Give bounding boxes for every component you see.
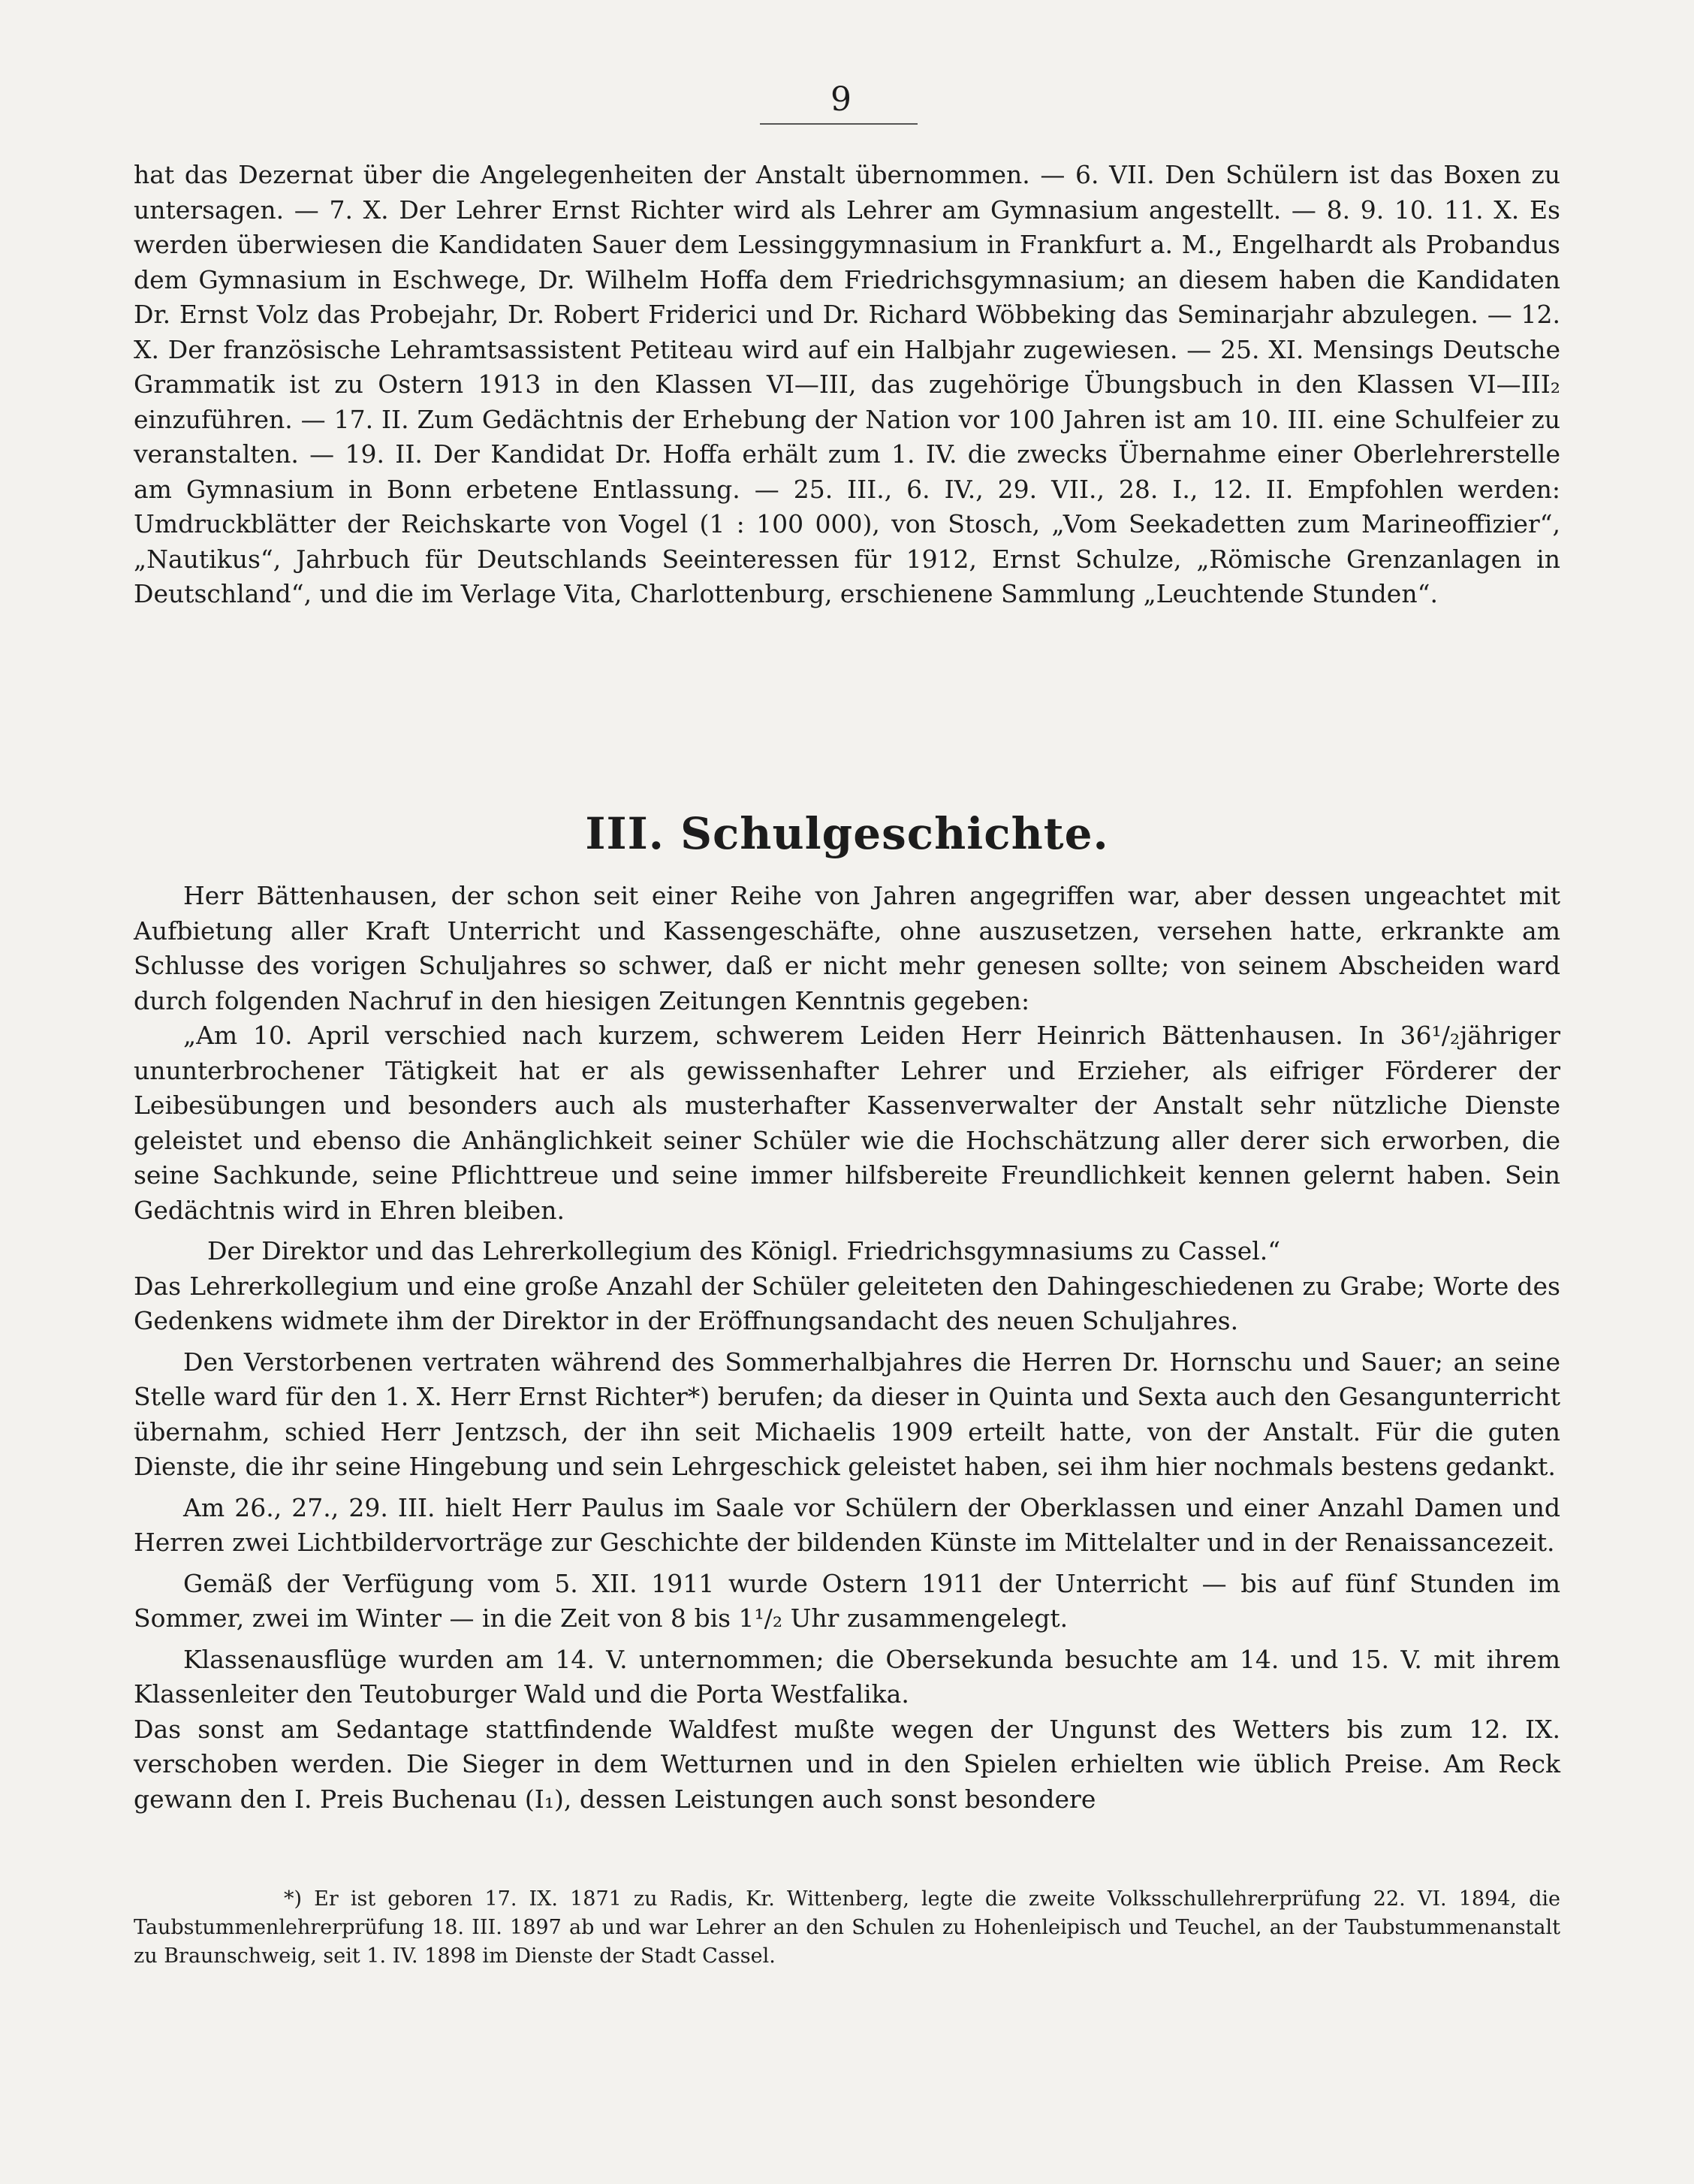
paragraph-schedule: Gemäß der Verfügung vom 5. XII. 1911 wurde Ostern 1911 der Unterricht — bis auf fünf Stunden im Sommer, zwei im Winter — in die Zeit von 8 bis 1¹/₂ Uhr zusammengelegt. [134, 1568, 1560, 1633]
paragraph-forest-festival: Das sonst am Sedantage stattfindende Waldfest mußte wegen der Ungunst des Wetters bis zum 12. IX. verschoben werden. Die Sieger in dem Wetturnen und in den Spielen erhielten wie üblich Preise. Am Reck gewann den I. Preis Buchenau (I₁), dessen Leistungen auch sonst besondere [134, 1714, 1560, 1814]
paragraph-funeral: Das Lehrerkollegium und eine große Anzahl der Schüler geleiteten den Dahingeschiedenen zu Grabe; Worte des Gedenkens widmete ihm der Direktor in der Eröffnungsandacht des neuen Schuljahres. [134, 1271, 1560, 1335]
page-number: 9 [830, 80, 852, 119]
paragraph-substitutes: Den Verstorbenen vertraten während des Sommerhalbjahres die Herren Dr. Hornschu und Sauer; an seine Stelle ward für den 1. X. Herr Ernst Richter*) berufen; da dieser in Quinta und Sexta auch den Gesangunterricht übernahm, schied Herr Jentzsch, der ihn seit Michaelis 1909 erteilt hatte, von der Anstalt. Für die guten Dienste, die ihr seine Hingebung und sein Lehrgeschick geleistet haben, sei ihm hier nochmals bestens gedankt. [134, 1347, 1560, 1481]
paragraph-obituary-intro: Herr Bättenhausen, der schon seit einer Reihe von Jahren angegriffen war, aber dessen ungeachtet mit Aufbietung aller Kraft Unterricht und Kassengeschäfte, ohne auszusetzen, versehen hatte, erkrankte am Schlusse des vorigen Schuljahres so schwer, daß er nicht mehr genesen sollte; von seinem Abscheiden ward durch folgenden Nachruf in den hiesigen Zeitungen Kenntnis gegeben: [134, 881, 1560, 1015]
paragraph-lectures: Am 26., 27., 29. III. hielt Herr Paulus im Saale vor Schülern der Oberklassen und einer Anzahl Damen und Herren zwei Lichtbildervorträge zur Geschichte der bildenden Künste im Mittelalter und in der Renaissancezeit. [134, 1492, 1560, 1557]
paragraph-excursions: Klassenausflüge wurden am 14. V. unternommen; die Obersekunda besuchte am 14. und 15. V. mit ihrem Klassenleiter den Teutoburger Wald und die Porta Westfalika. [134, 1644, 1560, 1709]
page-number-rule [760, 123, 918, 125]
decrees-text: hat das Dezernat über die Angelegenheiten der Anstalt übernommen. — 6. VII. Den Schülern ist das Boxen zu untersagen. — 7. X. Der Lehrer Ernst Richter wird als Lehrer am Gymnasium angestellt. — 8. 9. 10. 11. X. Es werden überwiesen die Kandidaten Sauer dem Lessinggymnasium in Frankfurt a. M., Engelhardt als Probandus dem Gymnasium in Eschwege, Dr. Wilhelm Hoffa dem Friedrichsgymnasium; an diesem haben die Kandidaten Dr. Ernst Volz das Probejahr, Dr. Robert Friderici und Dr. Richard Wöbbeking das Seminarjahr abzulegen. — 12. X. Der französische Lehramtsassistent Petiteau wird auf ein Halbjahr zugewiesen. — 25. XI. Mensings Deutsche Grammatik ist zu Ostern 1913 in den Klassen VI—III, das zugehörige Übungsbuch in den Klassen VI—III₂ einzuführen. — 17. II. Zum Gedächtnis der Erhebung der Nation vor 100 Jahren ist am 10. III. eine Schulfeier zu veranstalten. — 19. II. Der Kandidat Dr. Hoffa erhält zum 1. IV. die zwecks Übernahme einer Oberlehrerstelle am Gymnasium in Bonn erbetene Entlassung. — 25. III., 6. IV., 29. VII., 28. I., 12. II. Empfohlen werden: Umdruckblätter der Reichskarte von Vogel (1 : 100 000), von Stosch, „Vom Seekadetten zum Marineoffizier“, „Nautikus“, Jahrbuch für Deutschlands Seeinteressen für 1912, Ernst Schulze, „Römische Grenzanlagen in Deutschland“, und die im Verlage Vita, Charlottenburg, erschienene Sammlung „Leuchtende Stunden“. [134, 160, 1560, 608]
obituary-quote: „Am 10. April verschied nach kurzem, schwerem Leiden Herr Heinrich Bättenhausen. In 36¹/₂jähriger ununterbrochener Tätigkeit hat er als gewissenhafter Lehrer und Erzieher, als eifriger Förderer der Leibesübungen und besonders auch als musterhafter Kassenverwalter der Anstalt sehr nützliche Dienste geleistet und ebenso die Anhänglichkeit seiner Schüler wie die Hochschätzung aller derer sich erworben, die seine Sachkunde, seine Pflichttreue und seine immer hilfsbereite Freundlichkeit kennen gelernt haben. Sein Gedächtnis wird in Ehren bleiben. [134, 1021, 1560, 1225]
section-heading: III. Schulgeschichte. [585, 808, 1109, 859]
section-body [134, 879, 1560, 1817]
obituary-signature: Der Direktor und das Lehrerkollegium des Königl. Friedrichsgymnasiums zu Cassel.“ [207, 1236, 1281, 1265]
decrees-paragraph [134, 158, 1560, 612]
footnote-text: *) Er ist geboren 17. IX. 1871 zu Radis, Kr. Wittenberg, legte die zweite Volksschullehrerprüfung 22. VI. 1894, die Taubstummenlehrerprüfung 18. III. 1897 ab und war Lehrer an den Schulen zu Hohenleipisch und Teuchel, an der Taubstummenanstalt zu Braunschweig, seit 1. IV. 1898 im Dienste der Stadt Cassel. [134, 1887, 1560, 1968]
footnote [134, 1885, 1560, 1971]
